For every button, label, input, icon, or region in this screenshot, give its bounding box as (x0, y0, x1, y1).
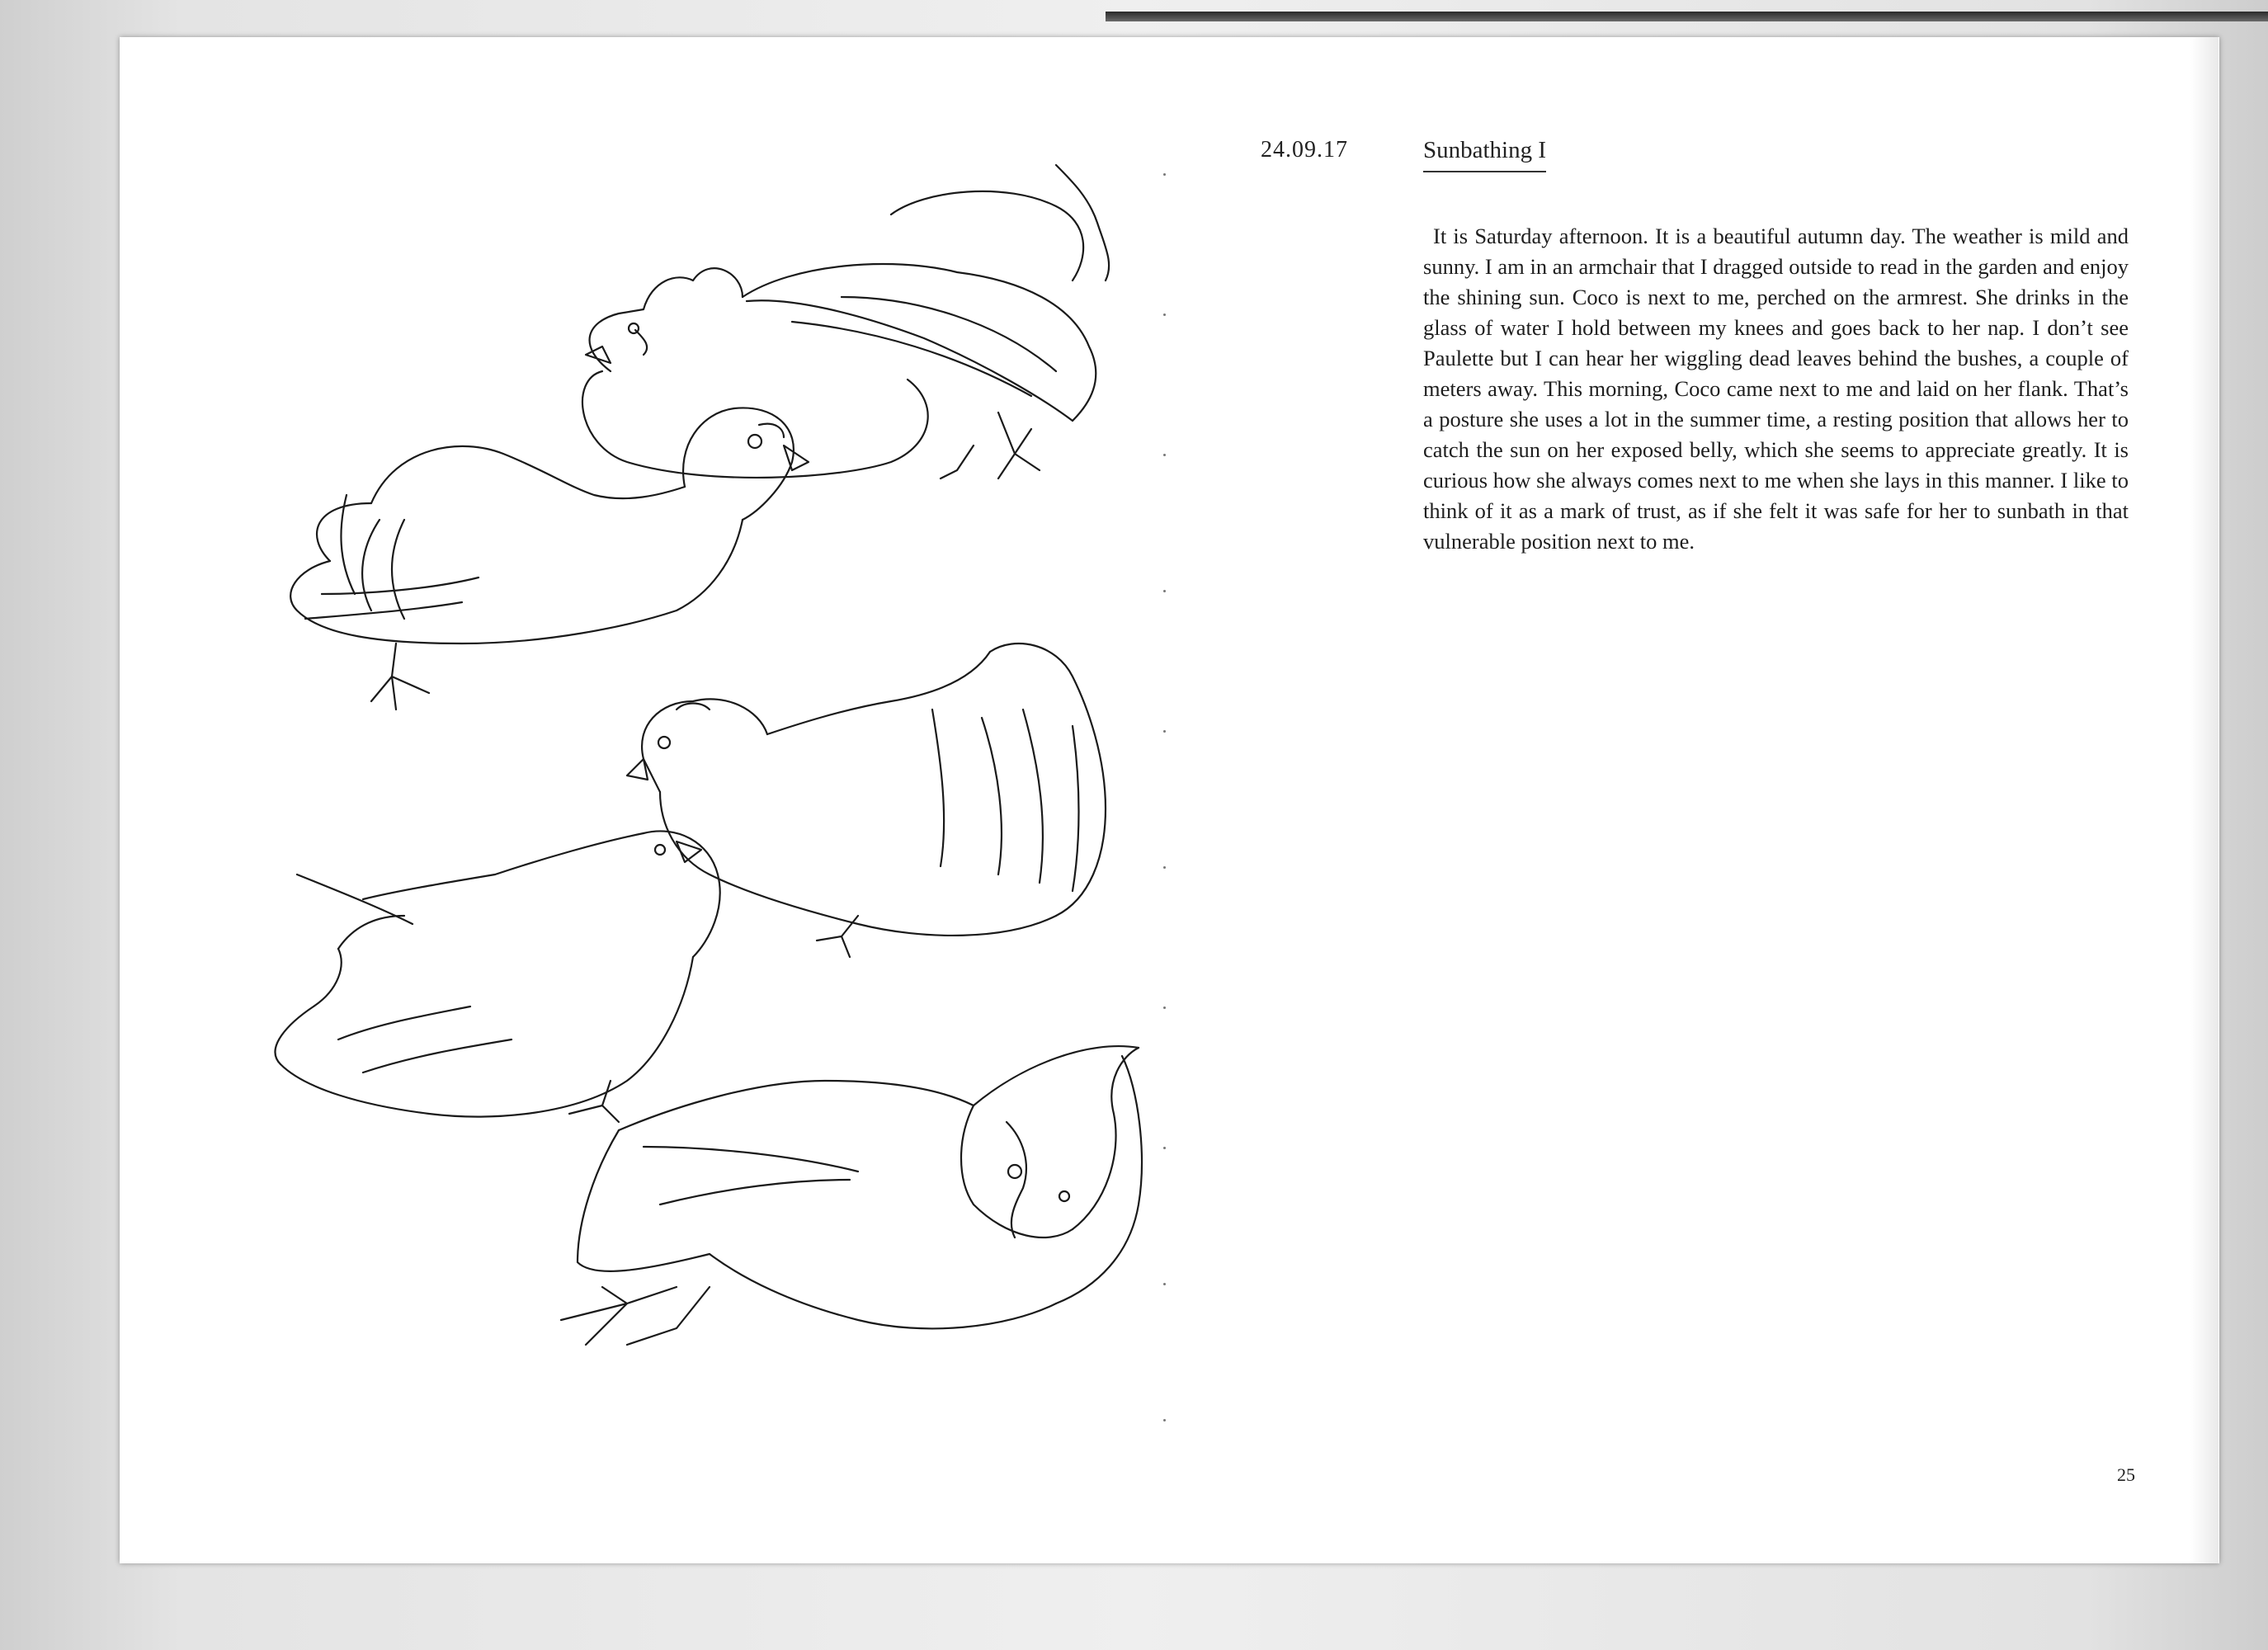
entry-date: 24.09.17 (1261, 137, 1348, 163)
chicken-drawing-5 (561, 1046, 1142, 1345)
chicken-drawing-1 (582, 165, 1109, 478)
chicken-illustrations (215, 132, 1155, 1419)
entry-title: Sunbathing I (1423, 137, 1546, 172)
page-number: 25 (2117, 1464, 2135, 1485)
scan-top-edge (1106, 12, 2268, 21)
chicken-drawing-3 (627, 644, 1106, 957)
chicken-drawing-2 (290, 408, 809, 710)
page-edge (2190, 37, 2218, 1563)
entry-body: It is Saturday afternoon. It is a beautiful autumn day. The weather is mild and sunny. I am in an armchair that I dragged outside to read in the garden and enjoy the shining sun. Coco is next to me, perched on the armrest. She drinks in the glass of water I hold between my knees and goes back to her nap. I don’t see Paulette but I can hear her wiggling dead leaves behind the bushes, a couple of meters away. This morning, Coco came next to me and laid on her flank. That’s a posture she uses a lot in the summer time, a resting position that allows her to catch the sun on her exposed belly, which she seems to appreciate greatly. It is curious how she always comes next to me when she lays in this manner. I like to think of it as a mark of trust, as if she felt it was safe for her to sunbath in that vulnerable position next to me. (1423, 224, 2129, 554)
gutter-marks (1163, 173, 1170, 1444)
chicken-drawing-4 (276, 831, 720, 1122)
